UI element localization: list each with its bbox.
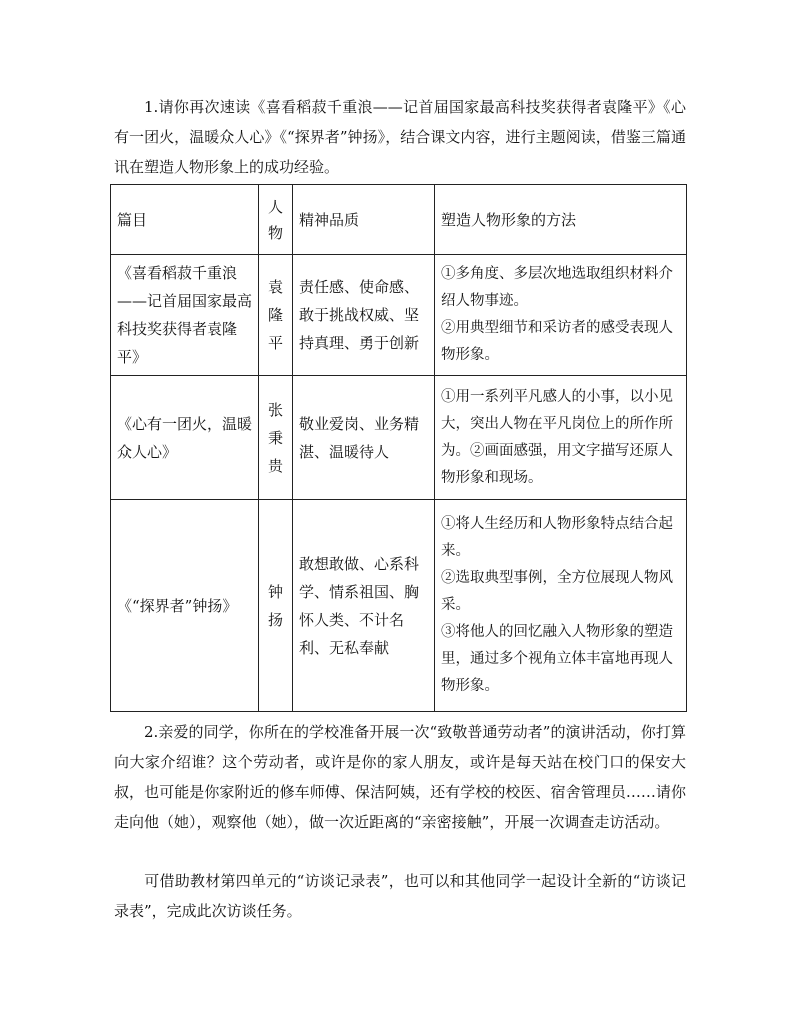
- method-item: ②用典型细节和采访者的感受表现人物形象。: [441, 320, 673, 363]
- intro-text: 1.请你再次速读《喜看稻菽千重浪——记首届国家最高科技奖获得者袁隆平》《心有一团火，温暖众人心》《“探界者”钟扬》，结合课文内容，进行主题阅读，借鉴三篇通讯在塑造人物形象上的成功经验。: [114, 98, 686, 176]
- row-person: 钟扬: [259, 500, 293, 712]
- row-methods: [435, 255, 687, 376]
- task2-text: 2.亲爱的同学，你所在的学校准备开展一次“致敬普通劳动者”的演讲活动，你打算向大家介绍谁？这个劳动者，或许是你的家人朋友，或许是每天站在校门口的保安大叔，也可能是你家附近的修车师傅、保洁阿姨，还有学校的校医、宿舍管理员……请你走向他（她），观察他（她），做一次近距离的“亲密接触”，开展一次调查走访活动。: [114, 723, 686, 831]
- row-quality: 敢想敢做、心系科学、情系祖国、胸怀人类、不计名利、无私奉献: [293, 500, 435, 712]
- table-header-row: [111, 185, 687, 255]
- header-quality: 精神品质: [293, 185, 435, 255]
- task2-paragraph: [114, 717, 686, 837]
- row-methods: [435, 500, 687, 712]
- method-item: ①用一系列平凡感人的小事，以小见大，突出人物在平凡岗位上的所作所为。②画面感强，用文字描写还原人物形象和现场。: [441, 388, 673, 486]
- table-row: [111, 500, 687, 712]
- row-person: 袁隆平: [259, 255, 293, 376]
- method-item: ①多角度、多层次地选取组织材料介绍人物事迹。: [441, 266, 673, 309]
- row-person: 张秉贵: [259, 376, 293, 500]
- row-title: 《“探界者”钟扬》: [111, 500, 259, 712]
- row-quality: 责任感、使命感、敢于挑战权威、坚持真理、勇于创新: [293, 255, 435, 376]
- intro-paragraph: [114, 92, 686, 182]
- header-method: 塑造人物形象的方法: [435, 185, 687, 255]
- header-person: 人物: [259, 185, 293, 255]
- method-item: ③将他人的回忆融入人物形象的塑造里，通过多个视角立体丰富地再现人物形象。: [441, 624, 673, 694]
- header-title: 篇目: [111, 185, 259, 255]
- task2-note-text: 可借助教材第四单元的“访谈记录表”，也可以和其他同学一起设计全新的“访谈记录表”，完成此次访谈任务。: [114, 872, 686, 920]
- row-title: 《喜看稻菽千重浪——记首届国家最高科技奖获得者袁隆平》: [111, 255, 259, 376]
- task2-note-paragraph: [114, 866, 686, 926]
- row-title: 《心有一团火，温暖众人心》: [111, 376, 259, 500]
- table-row: [111, 255, 687, 376]
- method-item: ①将人生经历和人物形象特点结合起来。: [441, 516, 673, 559]
- row-quality: 敬业爱岗、业务精湛、温暖待人: [293, 376, 435, 500]
- table-row: [111, 376, 687, 500]
- character-table: [110, 184, 687, 712]
- method-item: ②选取典型事例，全方位展现人物风采。: [441, 570, 673, 613]
- row-methods: [435, 376, 687, 500]
